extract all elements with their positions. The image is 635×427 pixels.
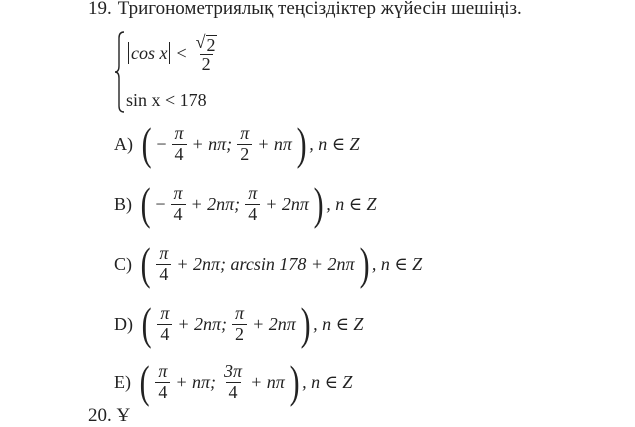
minus-sign: − bbox=[155, 193, 166, 214]
fraction-1 bbox=[157, 304, 172, 345]
next-question-fragment: 20. Ұ bbox=[88, 405, 131, 426]
abs-bar-right bbox=[169, 42, 170, 64]
left-paren-icon: ( bbox=[140, 178, 151, 229]
fraction-numerator: π bbox=[160, 302, 170, 323]
fraction-numerator: π bbox=[158, 360, 168, 381]
left-paren-icon: ( bbox=[141, 118, 152, 169]
option-label: E) bbox=[114, 371, 131, 392]
fraction-denominator: 2 bbox=[201, 54, 211, 74]
term-2: + nπ bbox=[257, 133, 292, 154]
option-expression bbox=[154, 124, 294, 165]
fraction-2 bbox=[245, 184, 260, 225]
option-tail: , n ∈ Z bbox=[302, 371, 353, 392]
term-2: + nπ bbox=[250, 371, 285, 392]
fraction-denominator: 4 bbox=[226, 382, 241, 403]
right-paren-icon: ) bbox=[300, 298, 311, 349]
fraction-1 bbox=[156, 244, 171, 285]
right-paren-icon: ) bbox=[313, 178, 324, 229]
left-paren-icon: ( bbox=[140, 238, 151, 289]
option-expression bbox=[152, 362, 286, 403]
option-c bbox=[114, 238, 422, 290]
option-label: A) bbox=[114, 133, 133, 154]
fraction-1 bbox=[155, 362, 170, 403]
option-tail: , n ∈ Z bbox=[313, 313, 364, 334]
fraction-1 bbox=[171, 124, 186, 165]
option-e bbox=[114, 356, 352, 408]
option-a bbox=[114, 118, 360, 170]
fraction-numerator: π bbox=[248, 182, 258, 203]
term-1: + 2nπ; bbox=[190, 193, 241, 214]
fraction-denominator: 4 bbox=[245, 204, 260, 225]
term-2: + 2nπ bbox=[252, 313, 296, 334]
option-tail: , n ∈ Z bbox=[309, 133, 360, 154]
option-expression bbox=[153, 184, 311, 225]
fraction-1 bbox=[170, 184, 185, 225]
option-d bbox=[114, 298, 363, 350]
fraction-numerator: π bbox=[159, 242, 169, 263]
system-line-2: sin x < 178 bbox=[126, 90, 207, 110]
fraction-denominator: 4 bbox=[172, 144, 187, 165]
fraction-denominator: 4 bbox=[171, 204, 186, 225]
abs-expression: cos x bbox=[131, 42, 168, 63]
radicand: 2 bbox=[206, 35, 216, 55]
term-1: + 2nπ; bbox=[177, 313, 228, 334]
left-paren-icon: ( bbox=[139, 356, 150, 407]
system-line-1 bbox=[126, 33, 222, 74]
option-tail: , n ∈ Z bbox=[326, 193, 377, 214]
sqrt2-over-2-fraction bbox=[194, 33, 219, 74]
option-b bbox=[114, 178, 377, 230]
term-1: + nπ; bbox=[191, 133, 233, 154]
option-expression bbox=[154, 304, 297, 345]
right-paren-icon: ) bbox=[359, 238, 370, 289]
fraction-2 bbox=[221, 362, 245, 403]
option-label: C) bbox=[114, 253, 132, 274]
fraction-2 bbox=[232, 304, 247, 345]
option-tail: , n ∈ Z bbox=[371, 253, 423, 274]
right-paren-icon: ) bbox=[289, 356, 300, 407]
fraction-numerator: π bbox=[174, 122, 184, 143]
fraction-denominator: 4 bbox=[156, 264, 171, 285]
question-title bbox=[88, 0, 522, 20]
term-1: + 2nπ; arcsin 178 + 2nπ bbox=[176, 253, 355, 274]
option-label: B) bbox=[114, 193, 132, 214]
term-2: + 2nπ bbox=[265, 193, 309, 214]
minus-sign: − bbox=[156, 133, 167, 154]
fraction-denominator: 2 bbox=[237, 144, 252, 165]
less-than-sign: < bbox=[176, 42, 187, 63]
fraction-numerator: π bbox=[235, 302, 245, 323]
term-1: + nπ; bbox=[175, 371, 217, 392]
left-paren-icon: ( bbox=[141, 298, 152, 349]
right-paren-icon: ) bbox=[296, 118, 307, 169]
fraction-numerator: π bbox=[173, 182, 183, 203]
sqrt-icon: √ bbox=[195, 32, 206, 52]
fraction-numerator: π bbox=[240, 122, 250, 143]
fraction-numerator: 3π bbox=[224, 360, 243, 381]
fraction-denominator: 4 bbox=[157, 324, 172, 345]
fraction-denominator: 4 bbox=[155, 382, 170, 403]
fraction-numerator bbox=[194, 33, 219, 54]
fraction-2 bbox=[237, 124, 252, 165]
option-label: D) bbox=[114, 313, 133, 334]
question-number: 19. bbox=[88, 0, 112, 19]
option-expression bbox=[153, 244, 356, 285]
question-text: Тригонометриялық теңсіздіктер жүйесін шешіңіз. bbox=[117, 0, 522, 19]
left-brace-icon bbox=[114, 30, 126, 114]
abs-bar-left bbox=[128, 42, 129, 64]
fraction-denominator: 2 bbox=[232, 324, 247, 345]
